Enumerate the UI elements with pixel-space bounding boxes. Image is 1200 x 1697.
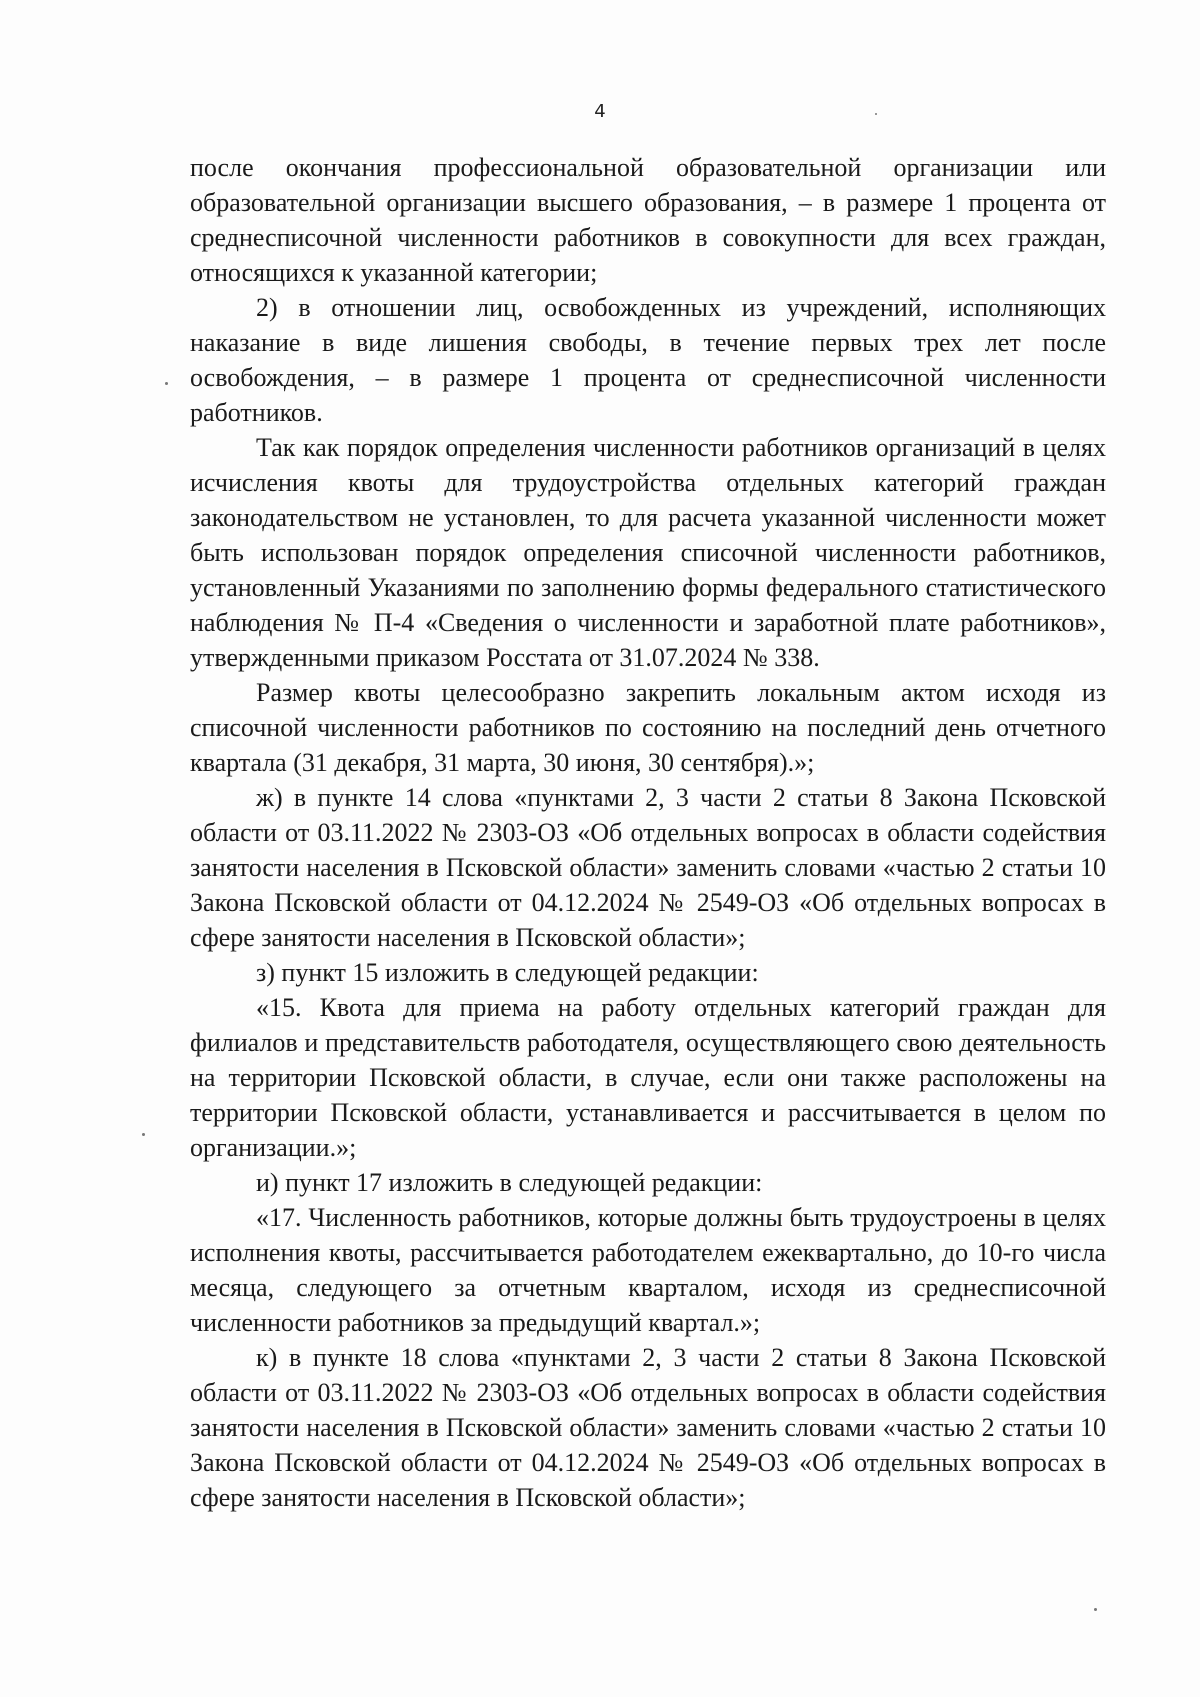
page-number: 4 xyxy=(594,101,606,122)
document-body xyxy=(190,150,1106,1515)
paragraph-item-2: 2) в отношении лиц, освобожденных из учреждений, исполняющих наказание в виде лишения свободы, в течение первых трех лет после освобождения, – в размере 1 процента от среднесписочной численности работников. xyxy=(190,293,1106,427)
paragraph-item-i: и) пункт 17 изложить в следующей редакции: xyxy=(256,1168,763,1197)
scan-speck xyxy=(875,113,877,115)
paragraph-clause-17: «17. Численность работников, которые должны быть трудоустроены в целях исполнения квоты, рассчитывается работодателем ежеквартально, до 10-го числа месяца, следующего за отчетным кварталом, исходя из среднесписочной численности работников за предыдущий квартал.»; xyxy=(190,1203,1106,1337)
scan-speck xyxy=(1094,1608,1097,1611)
paragraph-clause-15: «15. Квота для приема на работу отдельных категорий граждан для филиалов и представительств работодателя, осуществляющего свою деятельность на территории Псковской области, в случае, если они также расположены на территории Псковской области, устанавливается и рассчитывается в целом по организации.»; xyxy=(190,993,1106,1162)
scan-speck xyxy=(142,1133,145,1136)
scan-speck xyxy=(165,382,168,385)
paragraph-item-zh: ж) в пункте 14 слова «пунктами 2, 3 части 2 статьи 8 Закона Псковской области от 03.11.2022 № 2303-ОЗ «Об отдельных вопросах в области содействия занятости населения в Псковской области» заменить словами «частью 2 статьи 10 Закона Псковской области от 04.12.2024 № 2549-ОЗ «Об отдельных вопросах в сфере занятости населения в Псковской области»; xyxy=(190,783,1106,952)
paragraph-item-z: з) пункт 15 изложить в следующей редакции: xyxy=(256,958,759,987)
paragraph-continuation: после окончания профессиональной образовательной организации или образовательной организации высшего образования, – в размере 1 процента от среднесписочной численности работников в совокупности для всех граждан, относящихся к указанной категории; xyxy=(190,153,1106,287)
paragraph-quota-size: Размер квоты целесообразно закрепить локальным актом исходя из списочной численности работников по состоянию на последний день отчетного квартала (31 декабря, 31 марта, 30 июня, 30 сентября).»; xyxy=(190,678,1106,777)
paragraph-headcount-order: Так как порядок определения численности работников организаций в целях исчисления квоты для трудоустройства отдельных категорий граждан законодательством не установлен, то для расчета указанной численности может быть использован порядок определения списочной численности работников, установленный Указаниями по заполнению формы федерального статистического наблюдения № П-4 «Сведения о численности и заработной плате работников», утвержденными приказом Росстата от 31.07.2024 № 338. xyxy=(190,433,1106,672)
paragraph-item-k: к) в пункте 18 слова «пунктами 2, 3 части 2 статьи 8 Закона Псковской области от 03.11.2022 № 2303-ОЗ «Об отдельных вопросах в области содействия занятости населения в Псковской области» заменить словами «частью 2 статьи 10 Закона Псковской области от 04.12.2024 № 2549-ОЗ «Об отдельных вопросах в сфере занятости населения в Псковской области»; xyxy=(190,1343,1106,1512)
